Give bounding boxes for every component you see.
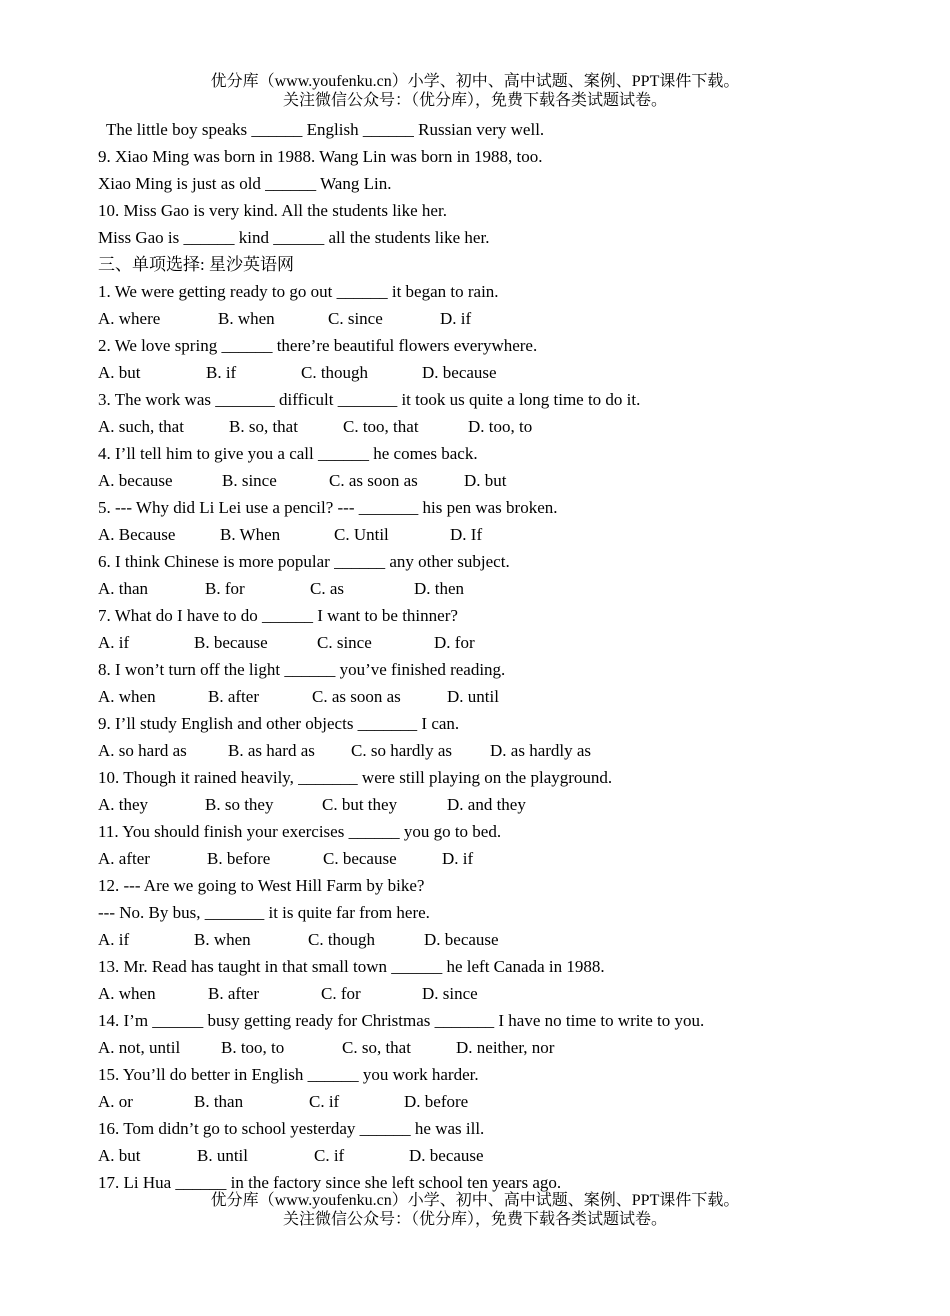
question-15: 15. You’ll do better in English ______ you work harder.: [98, 1065, 479, 1084]
option-d: D. neither, nor: [456, 1038, 555, 1057]
option-d: D. if: [442, 849, 474, 868]
option-b: B. before: [207, 849, 271, 868]
options-5: [98, 521, 898, 548]
option-b: B. if: [206, 363, 237, 382]
options-1: [98, 305, 898, 332]
question-16: 16. Tom didn’t go to school yesterday ______ he was ill.: [98, 1119, 485, 1138]
footer-line-2: 关注微信公众号：（优分库），免费下载各类试题试卷。: [282, 1211, 667, 1228]
options-2: [98, 359, 898, 386]
document-body: [98, 116, 898, 1196]
header-line-1: 优分库（www.youfenku.cn）小学、初中、高中试题、案例、PPT课件下载。: [210, 73, 740, 90]
options-4: [98, 467, 898, 494]
options-15: [98, 1088, 898, 1115]
option-c: C. for: [321, 984, 361, 1003]
page-header: [0, 72, 950, 110]
option-c: C. as soon as: [312, 687, 401, 706]
option-a: A. when: [98, 687, 156, 706]
rewrite-question-9: 9. Xiao Ming was born in 1988. Wang Lin was born in 1988, too.: [98, 147, 543, 166]
option-b: B. when: [194, 930, 251, 949]
option-d: D. If: [450, 525, 483, 544]
option-c: C. too, that: [343, 417, 419, 436]
option-c: C. because: [323, 849, 397, 868]
options-7: [98, 629, 898, 656]
option-a: A. they: [98, 795, 149, 814]
question-10: 10. Though it rained heavily, _______ were still playing on the playground.: [98, 768, 613, 787]
question-13: 13. Mr. Read has taught in that small town ______ he left Canada in 1988.: [98, 957, 605, 976]
option-d: D. since: [422, 984, 478, 1003]
rewrite-answer-9: Xiao Ming is just as old ______ Wang Lin.: [98, 174, 392, 193]
options-16: [98, 1142, 898, 1169]
option-d: D. too, to: [468, 417, 533, 436]
option-c: C. so hardly as: [351, 741, 453, 760]
rewrite-answer-10: Miss Gao is ______ kind ______ all the students like her.: [98, 228, 490, 247]
options-12: [98, 926, 898, 953]
option-b: B. than: [194, 1092, 244, 1111]
question-12: 12. --- Are we going to West Hill Farm by bike?: [98, 876, 425, 895]
header-line-2: 关注微信公众号：（优分库），免费下载各类试题试卷。: [282, 92, 667, 109]
option-c: C. since: [328, 309, 383, 328]
question-6: 6. I think Chinese is more popular ______ any other subject.: [98, 552, 510, 571]
option-a: A. not, until: [98, 1038, 181, 1057]
option-b: B. after: [208, 984, 259, 1003]
option-a: A. but: [98, 363, 141, 382]
question-12-reply: --- No. By bus, _______ it is quite far from here.: [98, 903, 430, 922]
question-4: 4. I’ll tell him to give you a call ______ he comes back.: [98, 444, 478, 463]
option-b: B. so they: [205, 795, 274, 814]
option-d: D. because: [422, 363, 497, 382]
options-8: [98, 683, 898, 710]
option-d: D. for: [434, 633, 475, 652]
option-b: B. for: [205, 579, 245, 598]
option-c: C. as soon as: [329, 471, 418, 490]
options-13: [98, 980, 898, 1007]
page-footer: [0, 1191, 950, 1229]
question-17: 17. Li Hua ______ in the factory since she left school ten years ago.: [98, 1173, 562, 1192]
option-a: A. if: [98, 633, 130, 652]
option-a: A. or: [98, 1092, 133, 1111]
question-2: 2. We love spring ______ there’re beautiful flowers everywhere.: [98, 336, 538, 355]
question-1: 1. We were getting ready to go out ______ it began to rain.: [98, 282, 499, 301]
option-a: A. when: [98, 984, 156, 1003]
question-5: 5. --- Why did Li Lei use a pencil? --- _______ his pen was broken.: [98, 498, 558, 517]
option-c: C. though: [301, 363, 369, 382]
option-c: C. since: [317, 633, 372, 652]
option-c: C. Until: [334, 525, 389, 544]
option-d: D. because: [409, 1146, 484, 1165]
option-b: B. too, to: [221, 1038, 285, 1057]
option-b: B. as hard as: [228, 741, 315, 760]
option-b: B. so, that: [229, 417, 298, 436]
option-a: A. so hard as: [98, 741, 187, 760]
question-3: 3. The work was _______ difficult _______ it took us quite a long time to do it.: [98, 390, 641, 409]
option-a: A. but: [98, 1146, 141, 1165]
option-b: B. When: [220, 525, 281, 544]
option-a: A. such, that: [98, 417, 184, 436]
question-11: 11. You should finish your exercises ______ you go to bed.: [98, 822, 502, 841]
option-a: A. where: [98, 309, 161, 328]
option-d: D. and they: [447, 795, 526, 814]
option-b: B. because: [194, 633, 268, 652]
option-a: A. after: [98, 849, 150, 868]
option-a: A. Because: [98, 525, 176, 544]
option-a: A. than: [98, 579, 149, 598]
options-10: [98, 791, 898, 818]
question-14: 14. I’m ______ busy getting ready for Christmas _______ I have no time to write to you.: [98, 1011, 705, 1030]
rewrite-question-10: 10. Miss Gao is very kind. All the students like her.: [98, 201, 447, 220]
rewrite-line: The little boy speaks ______ English ______ Russian very well.: [106, 120, 545, 139]
option-a: A. because: [98, 471, 173, 490]
option-b: B. until: [197, 1146, 249, 1165]
option-d: D. then: [414, 579, 465, 598]
question-7: 7. What do I have to do ______ I want to be thinner?: [98, 606, 458, 625]
options-9: [98, 737, 898, 764]
section-title: 三、单项选择: 星沙英语网: [98, 255, 294, 274]
option-b: B. since: [222, 471, 277, 490]
option-c: C. if: [314, 1146, 345, 1165]
option-c: C. so, that: [342, 1038, 411, 1057]
option-d: D. because: [424, 930, 499, 949]
option-d: D. until: [447, 687, 499, 706]
options-11: [98, 845, 898, 872]
options-3: [98, 413, 898, 440]
option-c: C. though: [308, 930, 376, 949]
options-6: [98, 575, 898, 602]
option-d: D. if: [440, 309, 472, 328]
option-d: D. before: [404, 1092, 469, 1111]
option-c: C. if: [309, 1092, 340, 1111]
option-a: A. if: [98, 930, 130, 949]
question-9: 9. I’ll study English and other objects _______ I can.: [98, 714, 460, 733]
options-14: [98, 1034, 898, 1061]
option-d: D. but: [464, 471, 507, 490]
option-d: D. as hardly as: [490, 741, 592, 760]
option-b: B. after: [208, 687, 259, 706]
footer-line-1: 优分库（www.youfenku.cn）小学、初中、高中试题、案例、PPT课件下载。: [210, 1192, 740, 1209]
option-b: B. when: [218, 309, 275, 328]
option-c: C. as: [310, 579, 344, 598]
option-c: C. but they: [322, 795, 398, 814]
question-8: 8. I won’t turn off the light ______ you’ve finished reading.: [98, 660, 506, 679]
